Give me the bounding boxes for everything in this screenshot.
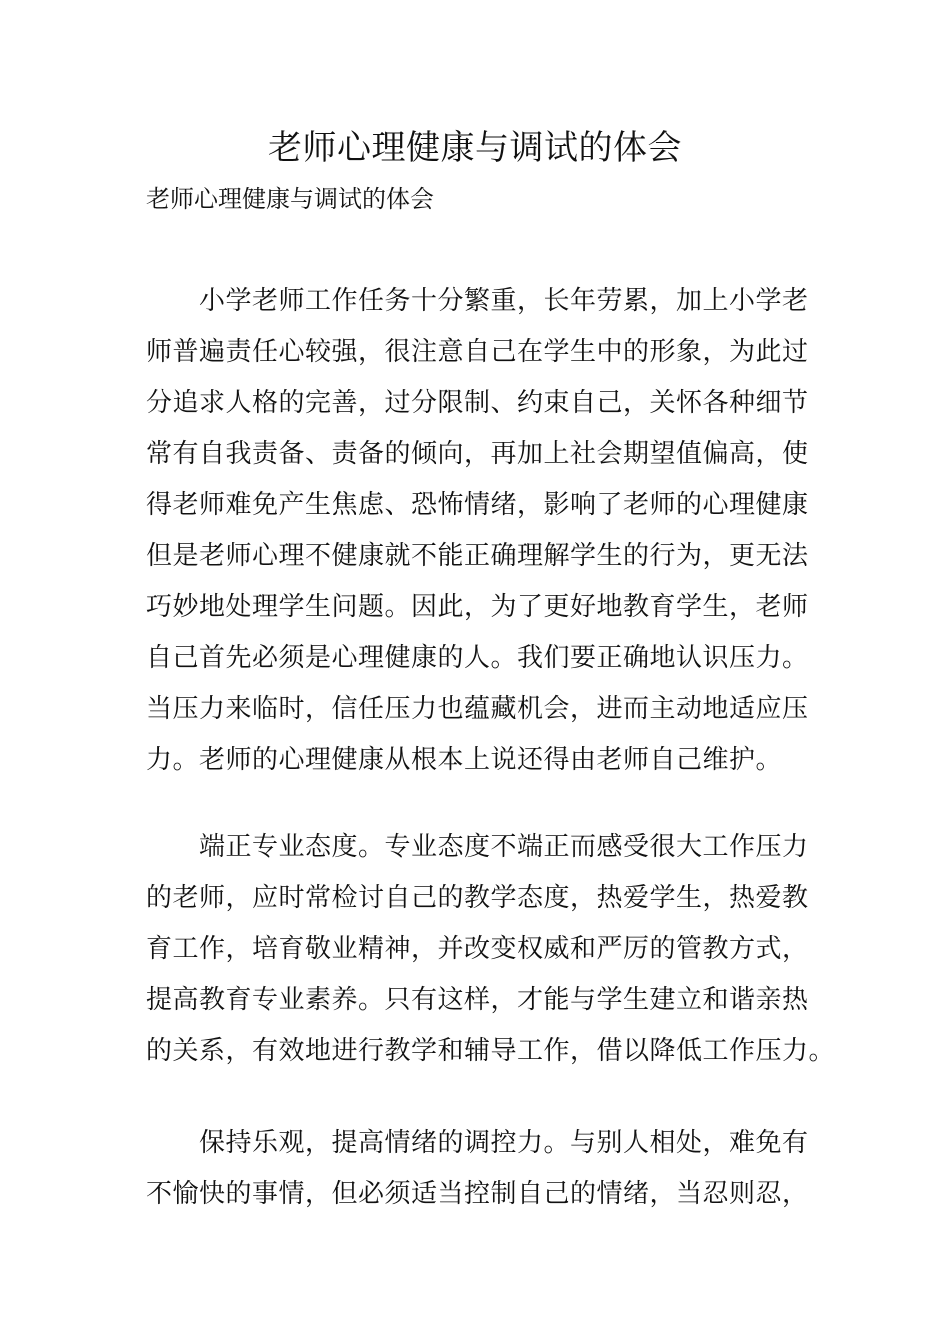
text-line: 的老师，应时常检讨自己的教学态度，热爱学生，热爱教: [146, 883, 809, 913]
document-subtitle: 老师心理健康与调试的体会: [146, 185, 434, 213]
text-line: 力。老师的心理健康从根本上说还得由老师自己维护。: [146, 745, 783, 775]
text-line: 当压力来临时，信任压力也蕴藏机会，进而主动地适应压: [146, 694, 809, 724]
text-line: 保持乐观，提高情绪的调控力。与别人相处，难免有: [146, 1128, 809, 1158]
text-line: 不愉快的事情，但必须适当控制自己的情绪，当忍则忍，: [146, 1179, 809, 1209]
text-line: 的关系，有效地进行教学和辅导工作，借以降低工作压力。: [146, 1036, 836, 1066]
text-line: 端正专业态度。专业态度不端正而感受很大工作压力: [146, 832, 809, 862]
text-line: 分追求人格的完善，过分限制、约束自己，关怀各种细节: [146, 388, 809, 418]
text-line: 提高教育专业素养。只有这样，才能与学生建立和谐亲热: [146, 985, 809, 1015]
document-title: 老师心理健康与调试的体会: [268, 128, 682, 168]
text-line: 巧妙地处理学生问题。因此，为了更好地教育学生，老师: [146, 592, 809, 622]
text-line: 得老师难免产生焦虑、恐怖情绪，影响了老师的心理健康: [146, 490, 809, 520]
text-line: 师普遍责任心较强，很注意自己在学生中的形象，为此过: [146, 337, 809, 367]
text-line: 但是老师心理不健康就不能正确理解学生的行为，更无法: [146, 541, 809, 571]
text-line: 育工作，培育敬业精神，并改变权威和严厉的管教方式，: [146, 934, 809, 964]
paragraph-1: [146, 276, 809, 786]
paragraph-2: [146, 822, 836, 1077]
text-line: 自己首先必须是心理健康的人。我们要正确地认识压力。: [146, 643, 809, 673]
paragraph-3: [146, 1118, 809, 1220]
text-line: 小学老师工作任务十分繁重，长年劳累，加上小学老: [146, 286, 809, 316]
text-line: 常有自我责备、责备的倾向，再加上社会期望值偏高，使: [146, 439, 809, 469]
